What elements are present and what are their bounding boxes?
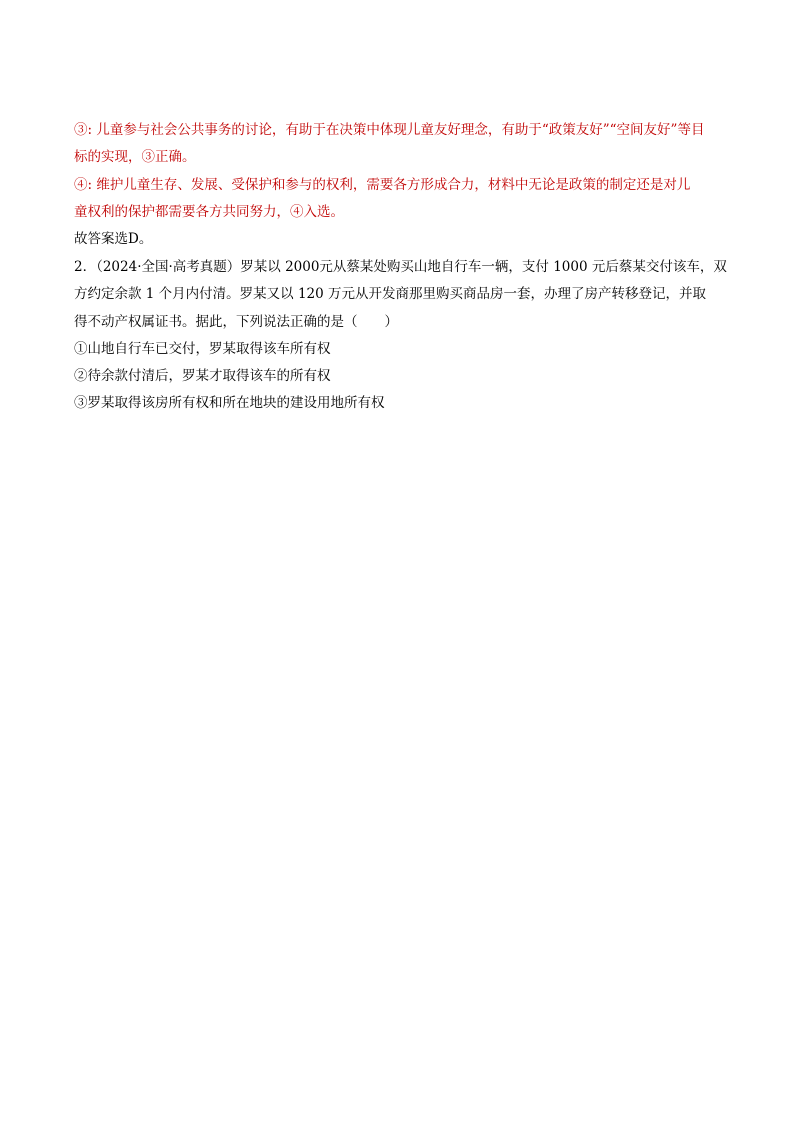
q2-item-2: ②待余款付清后，罗某才取得该车的所有权	[74, 368, 331, 384]
q2-stem-2: 方约定余款 1 个月内付清。罗某又以 120 万元从开发商那里购买商品房一套，办理了房产转移登记，并取	[74, 286, 707, 302]
prev-detail-line4-2: 童权利的保护都需要各方共同努力，④入选。	[74, 204, 344, 220]
prev-conclusion: 故答案选D。	[74, 231, 153, 247]
prev-detail-line3-1: ③: 儿童参与社会公共事务的讨论，有助于在决策中体现儿童友好理念，有助于“政策友好”“空间友好”等目	[74, 122, 705, 138]
q2-stem-1: 2．（2024·全国·高考真题）罗某以 2000元从蔡某处购买山地自行车一辆，支付 1000 元后蔡某交付该车，双	[74, 259, 727, 275]
prev-detail-line4-1: ④: 维护儿童生存、发展、受保护和参与的权利，需要各方形成合力，材料中无论是政策的制定还是对儿	[74, 177, 691, 193]
q2-item-1: ①山地自行车已交付，罗某取得该车所有权	[74, 341, 331, 357]
prev-detail-line3-2: 标的实现，③正确。	[74, 149, 196, 165]
q2-item-3: ③罗某取得该房所有权和所在地块的建设用地所有权	[74, 395, 385, 411]
q2-stem-3: 得不动产权属证书。据此，下列说法正确的是（ ）	[74, 314, 398, 330]
